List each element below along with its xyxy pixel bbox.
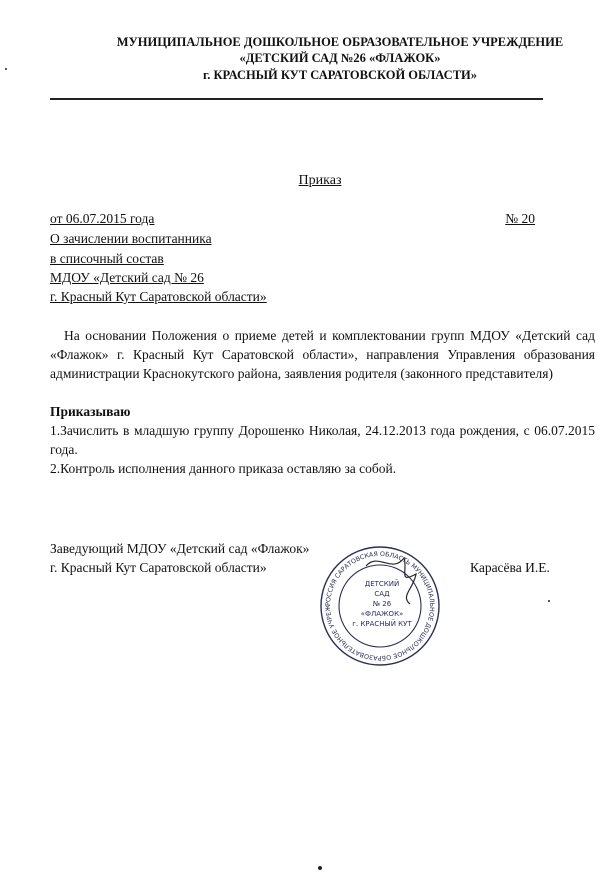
- scan-speck: [5, 68, 7, 70]
- svg-text:САД: САД: [374, 590, 390, 598]
- order-item-2: 2.Контроль исполнения данного приказа оставляю за собой.: [50, 461, 397, 476]
- header-divider: [50, 98, 543, 100]
- org-header-line-3: г. КРАСНЫЙ КУТ САРАТОВСКОЙ ОБЛАСТИ»: [202, 68, 478, 82]
- official-stamp: [318, 544, 442, 668]
- document-title: Приказ: [298, 173, 342, 188]
- org-header-line-2: «ДЕТСКИЙ САД №26 «ФЛАЖОК»: [239, 51, 441, 65]
- subject-line-1: О зачислении воспитанника: [50, 231, 212, 246]
- order-word: Приказываю: [50, 404, 131, 419]
- order-item-1: 1.Зачислить в младшую группу Дорошенко Николая, 24.12.2013 года рождения, с 06.07.2015 года.: [50, 423, 595, 457]
- svg-text:«ФЛАЖОК»: «ФЛАЖОК»: [360, 610, 404, 618]
- subject-line-3: МДОУ «Детский сад № 26: [50, 270, 204, 285]
- stamp-seal-icon: [318, 544, 442, 668]
- subject-line-4: г. Красный Кут Саратовской области»: [50, 289, 267, 304]
- order-date: от 06.07.2015 года: [50, 211, 155, 226]
- subject-line-2: в списочный состав: [50, 251, 164, 266]
- signer-name: Карасёва И.Е.: [470, 560, 550, 575]
- scan-speck: [318, 866, 322, 870]
- svg-text:ДЕТСКИЙ: ДЕТСКИЙ: [364, 580, 400, 588]
- signer-position-line-1: Заведующий МДОУ «Детский сад «Флажок»: [50, 541, 310, 556]
- svg-text:г. КРАСНЫЙ КУТ: г. КРАСНЫЙ КУТ: [352, 620, 412, 628]
- svg-text:РОССИЯ САРАТОВСКАЯ ОБЛАСТЬ МУН: РОССИЯ САРАТОВСКАЯ ОБЛАСТЬ МУНИЦИПАЛЬНОЕ ДОШКОЛЬНОЕ ОБРАЗОВАТЕЛЬНОЕ УЧРЕЖ: [324, 550, 436, 662]
- scan-speck: [548, 600, 550, 602]
- svg-text:№ 26: № 26: [372, 600, 392, 608]
- signer-position-line-2: г. Красный Кут Саратовской области»: [50, 560, 267, 575]
- basis-paragraph: На основании Положения о приеме детей и комплектовании групп МДОУ «Детский сад «Флажок» г. Красный Кут Саратовской области», направления Управления образования администрации Краснокутского района, заявления родителя (законного представителя): [50, 328, 595, 381]
- org-header-line-1: МУНИЦИПАЛЬНОЕ ДОШКОЛЬНОЕ ОБРАЗОВАТЕЛЬНОЕ УЧРЕЖДЕНИЕ: [116, 35, 564, 49]
- order-number: № 20: [505, 211, 535, 226]
